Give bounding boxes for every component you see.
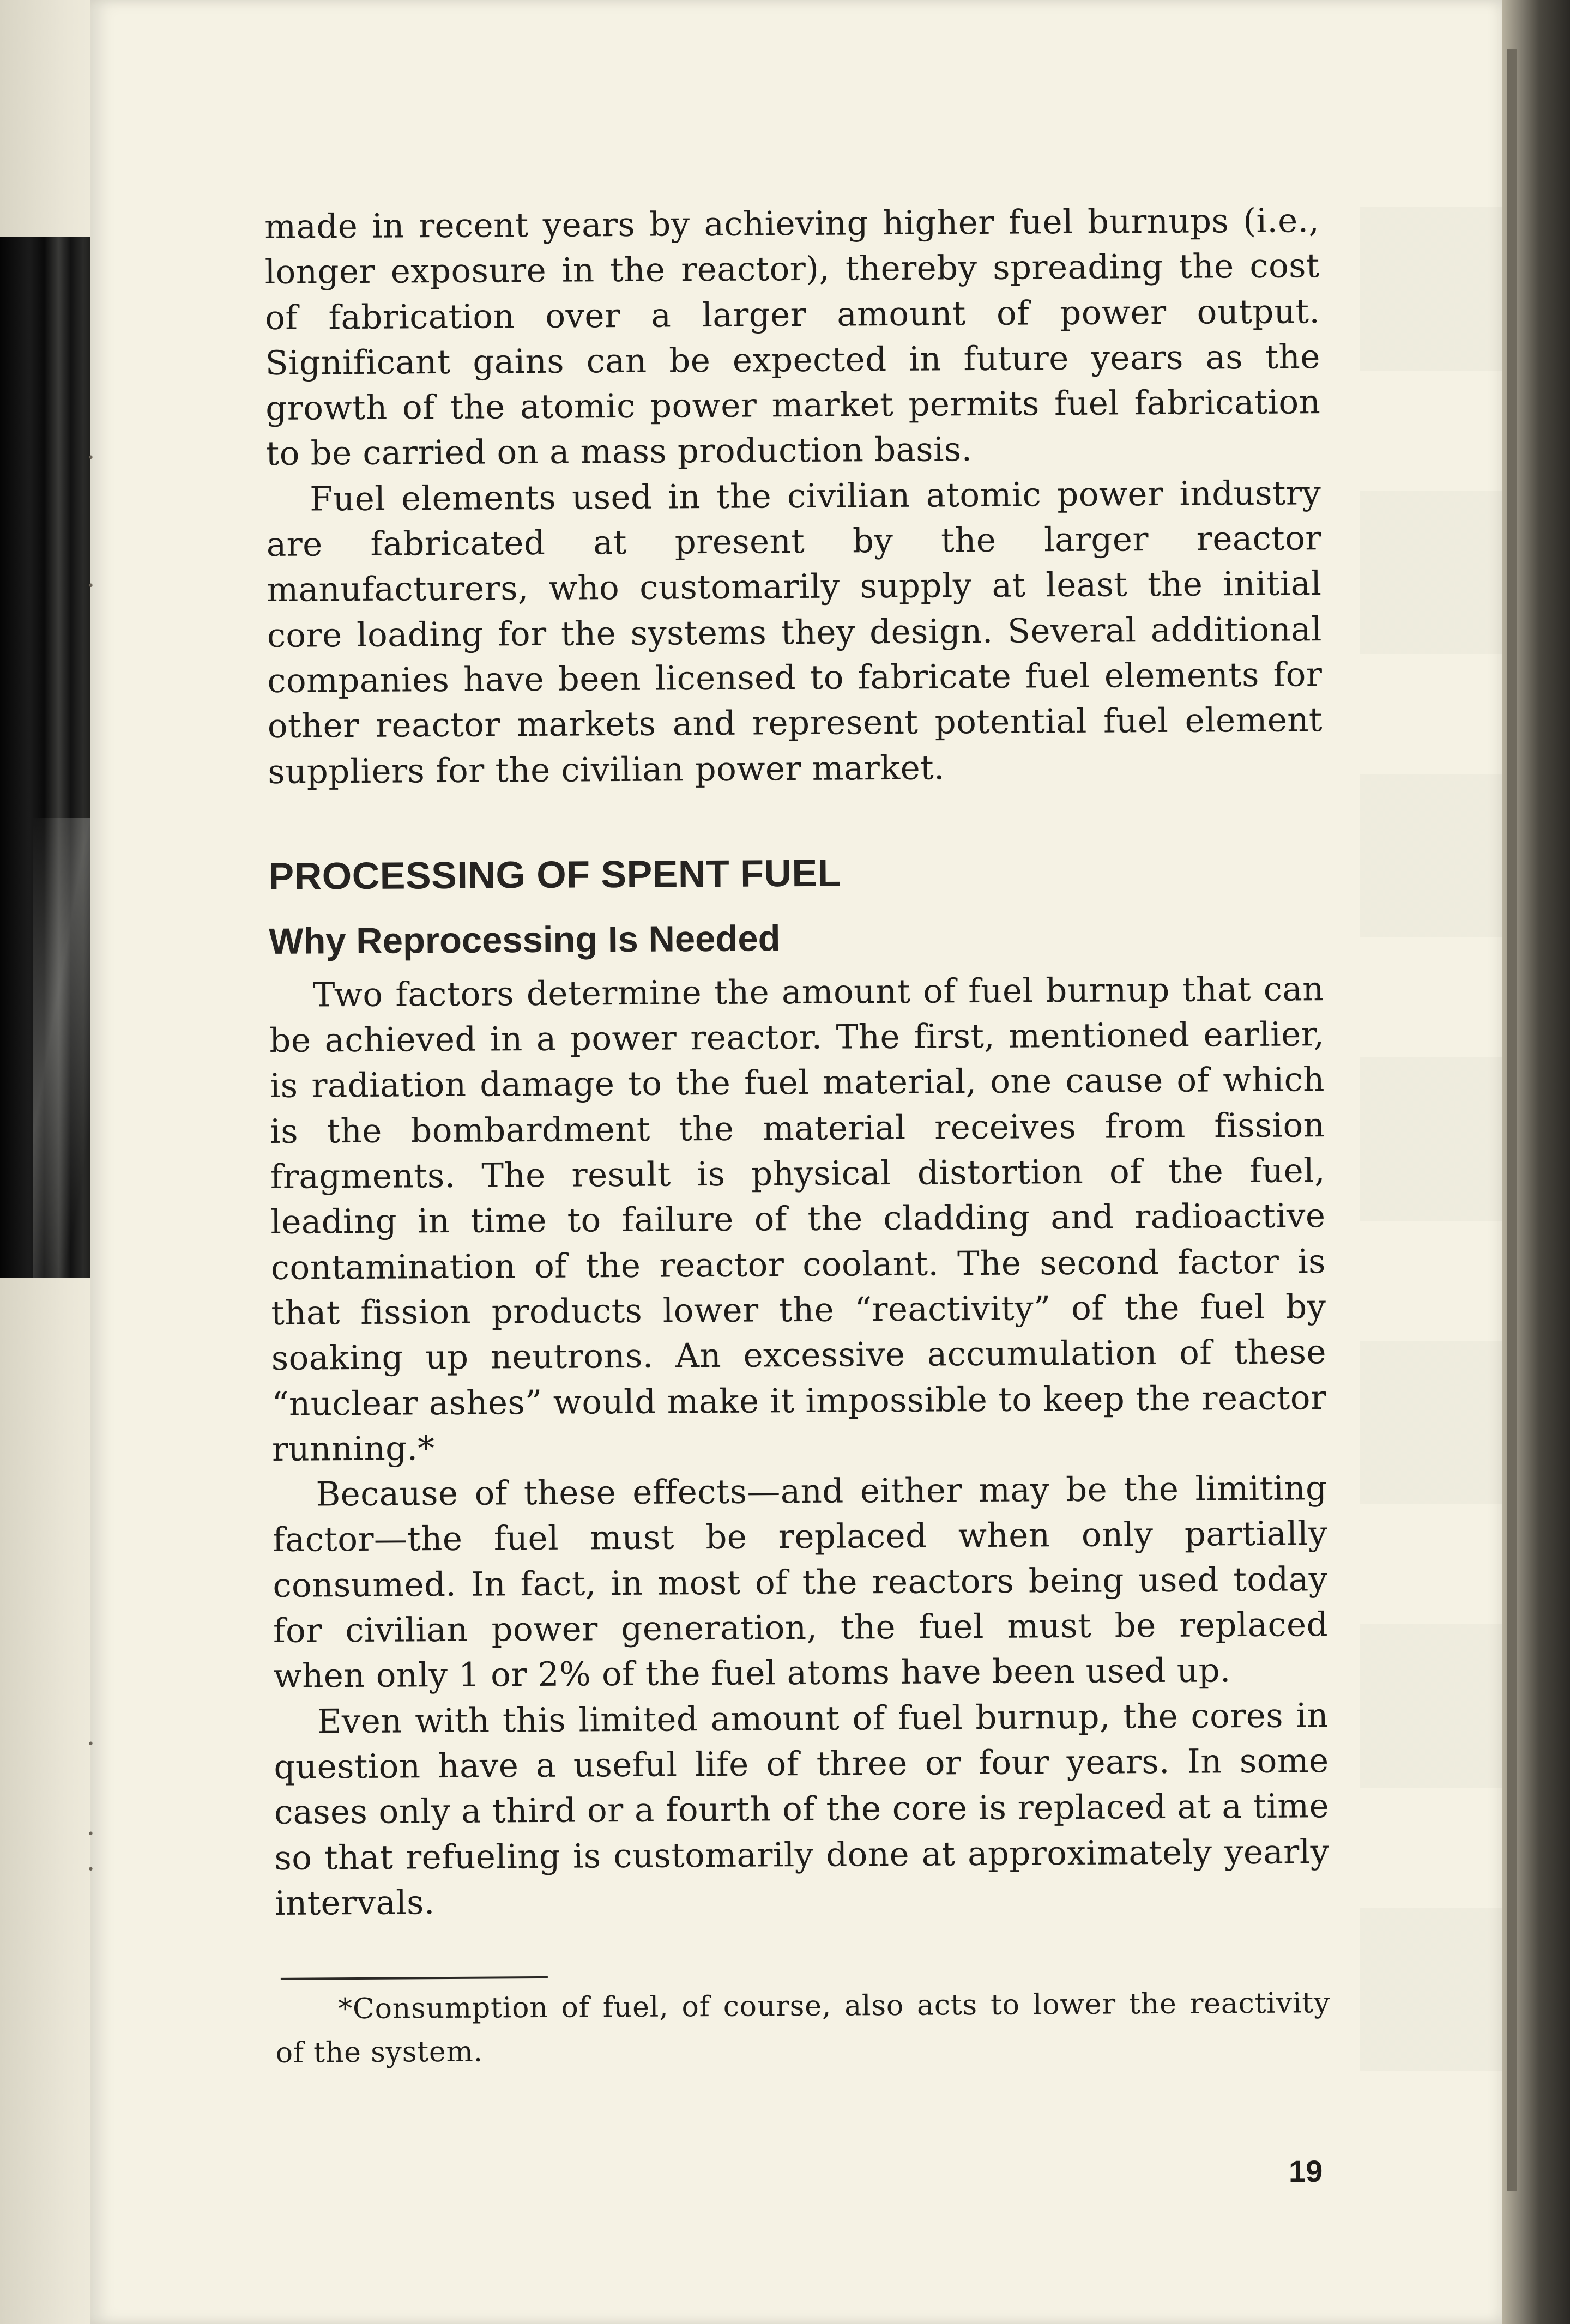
body-paragraph: made in recent years by achieving higher fuel burnups (i.e., longer exposure in the reactor), thereby spreading the cost of fabrication over a larger amount of power output. Significant gains can be expected in future years as the growth of the atomic power market permits fuel fabrication to be carried on a mass production basis. bbox=[264, 201, 1321, 474]
body-paragraph: Even with this limited amount of fuel burnup, the cores in question have a useful life of three or four years. In some cases only a third or a fourth of the core is replaced at a time so that refueling is customarily done at approximately yearly intervals. bbox=[274, 1696, 1330, 1923]
show-through-shading bbox=[1360, 207, 1524, 2169]
binding-stitch-mark: • bbox=[87, 1738, 94, 1751]
page-number: 19 bbox=[1289, 2154, 1323, 2188]
subsection-heading: Why Reprocessing Is Needed bbox=[269, 918, 781, 962]
binding-stitch-mark: • bbox=[87, 1863, 94, 1877]
binding-edge-strip bbox=[1507, 49, 1517, 2191]
binding-stitch-mark: • bbox=[87, 451, 94, 465]
photograph-highlight bbox=[33, 818, 93, 1278]
body-paragraph: Fuel elements used in the civilian atomic power industry are fabricated at present by the larger reactor manufacturers, who customarily supply at least the initial core loading for the systems they design. Several additional companies have been licensed to fabricate fuel elements for other reactor markets and represent potential fuel element suppliers for the civilian power market. bbox=[266, 473, 1323, 791]
footnote: *Consumption of fuel, of course, also acts to lower the reactivity of the system. bbox=[275, 1987, 1331, 2070]
binding-stitch-mark: • bbox=[87, 1827, 94, 1841]
body-paragraph: Two factors determine the amount of fuel burnup that can be achieved in a power reactor. The first, mentioned earlier, is radiation damage to the fuel material, one cause of which is the bombardment the material receives from fission fragments. The result is physical distortion of the fuel, leading in time to failure of the cladding and radioactive contamination of the reactor coolant. The second factor is that fission products lower the “reactivity” of the fuel by soaking up neutrons. An excessive accumulation of these “nuclear ashes” would make it impossible to keep the reactor running.* bbox=[269, 970, 1327, 1469]
page-text-block bbox=[264, 198, 1331, 2075]
footnote-rule bbox=[281, 1976, 548, 1980]
binding-stitch-mark: • bbox=[87, 579, 94, 593]
body-paragraph: Because of these effects—and either may be the limiting factor—the fuel must be replaced when only partially consumed. In fact, in most of the reactors being used today for civilian power generation, the fuel must be replaced when only 1 or 2% of the fuel atoms have been used up. bbox=[272, 1469, 1329, 1696]
section-heading: PROCESSING OF SPENT FUEL bbox=[268, 851, 842, 898]
